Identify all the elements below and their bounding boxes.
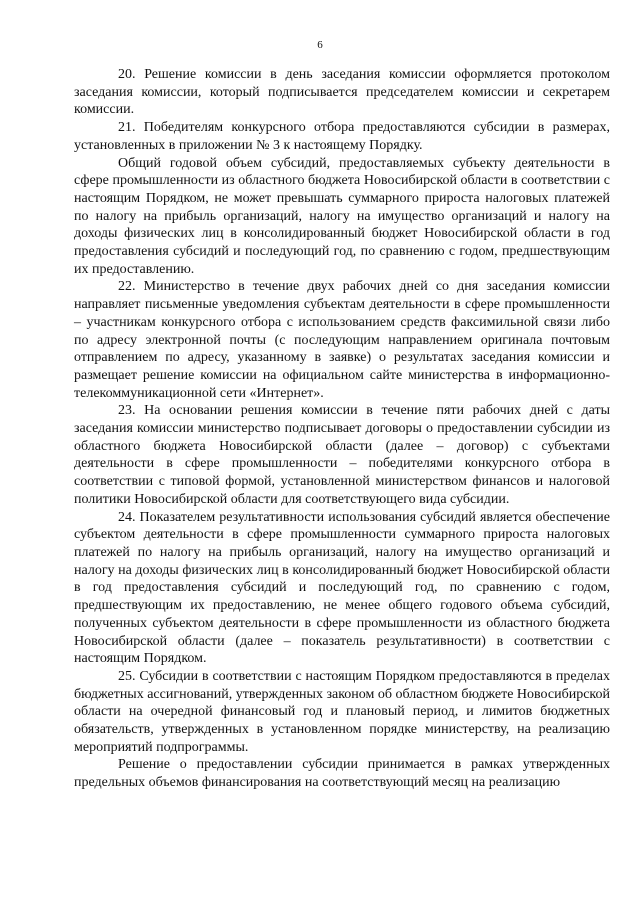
paragraph-annual-subsidy-volume: Общий годовой объем субсидий, предоставляемых субъекту деятельности в сфере промышленности из областного бюджета Новосибирской области в соответствии с настоящим Порядком, не может превышать суммарного прироста налоговых платежей по налогу на прибыль организаций, налогу на имущество организаций и налогу на доходы физических лиц в консолидированный бюджет Новосибирской области в год предоставления субсидий и последующий год, по сравнению с годом, предшествующим их предоставлению.	[74, 155, 610, 277]
page-number: 6	[317, 39, 323, 51]
paragraph-23-agreements: 23. На основании решения комиссии в течение пяти рабочих дней с даты заседания комиссии министерство подписывает договоры о предоставлении субсидии из областного бюджета Новосибирской области (далее – договор) с субъектами деятельности в сфере промышленности – победителями конкурсного отбора в соответствии с типовой формой, установленной министерством финансов и налоговой политики Новосибирской области для соответствующего вида субсидии.	[74, 403, 610, 507]
paragraph-20-commission-protocol: 20. Решение комиссии в день заседания комиссии оформляется протоколом заседания комиссии, который подписывается председателем комиссии и секретарем комиссии.	[74, 67, 610, 118]
paragraph-24-performance-indicator: 24. Показателем результативности использования субсидий является обеспечение субъектом деятельности в сфере промышленности суммарного прироста налоговых платежей по налогу на прибыль организаций, налогу на имущество организаций и налогу на доходы физических лиц в консолидированный бюджет Новосибирской области в год предоставления субсидий и последующий год, по сравнению с годом, предшествующим их предоставлению, не менее общего годового объема субсидий, полученных субъектом деятельности в сфере промышленности из областного бюджета Новосибирской области (далее – показатель результативности) в соответствии с настоящим Порядком.	[74, 509, 610, 667]
paragraph-21-winners-subsidies: 21. Победителям конкурсного отбора предоставляются субсидии в размерах, установленных в приложении № 3 к настоящему Порядку.	[74, 120, 610, 153]
paragraph-22-notifications: 22. Министерство в течение двух рабочих дней со дня заседания комиссии направляет письменные уведомления субъектам деятельности в сфере промышленности – участникам конкурсного отбора с использованием средств факсимильной связи либо по адресу электронной почты (с последующим направлением оригинала почтовым отправлением по адресу, указанному в заявке) о результатах заседания комиссии и размещает решение комиссии на официальном сайте министерства в информационно-телекоммуникационной сети «Интернет».	[74, 279, 610, 401]
document-body	[74, 66, 610, 792]
paragraph-25-budget-allocations: 25. Субсидии в соответствии с настоящим Порядком предоставляются в пределах бюджетных ассигнований, утвержденных законом об областном бюджете Новосибирской области на очередной финансовый год и плановый период, и лимитов бюджетных обязательств, утвержденных в установленном порядке министерству, на реализацию мероприятий подпрограммы.	[74, 668, 611, 755]
paragraph-subsidy-decision: Решение о предоставлении субсидии принимается в рамках утвержденных предельных объемов финансирования на соответствующий месяц на реализацию	[74, 757, 610, 791]
